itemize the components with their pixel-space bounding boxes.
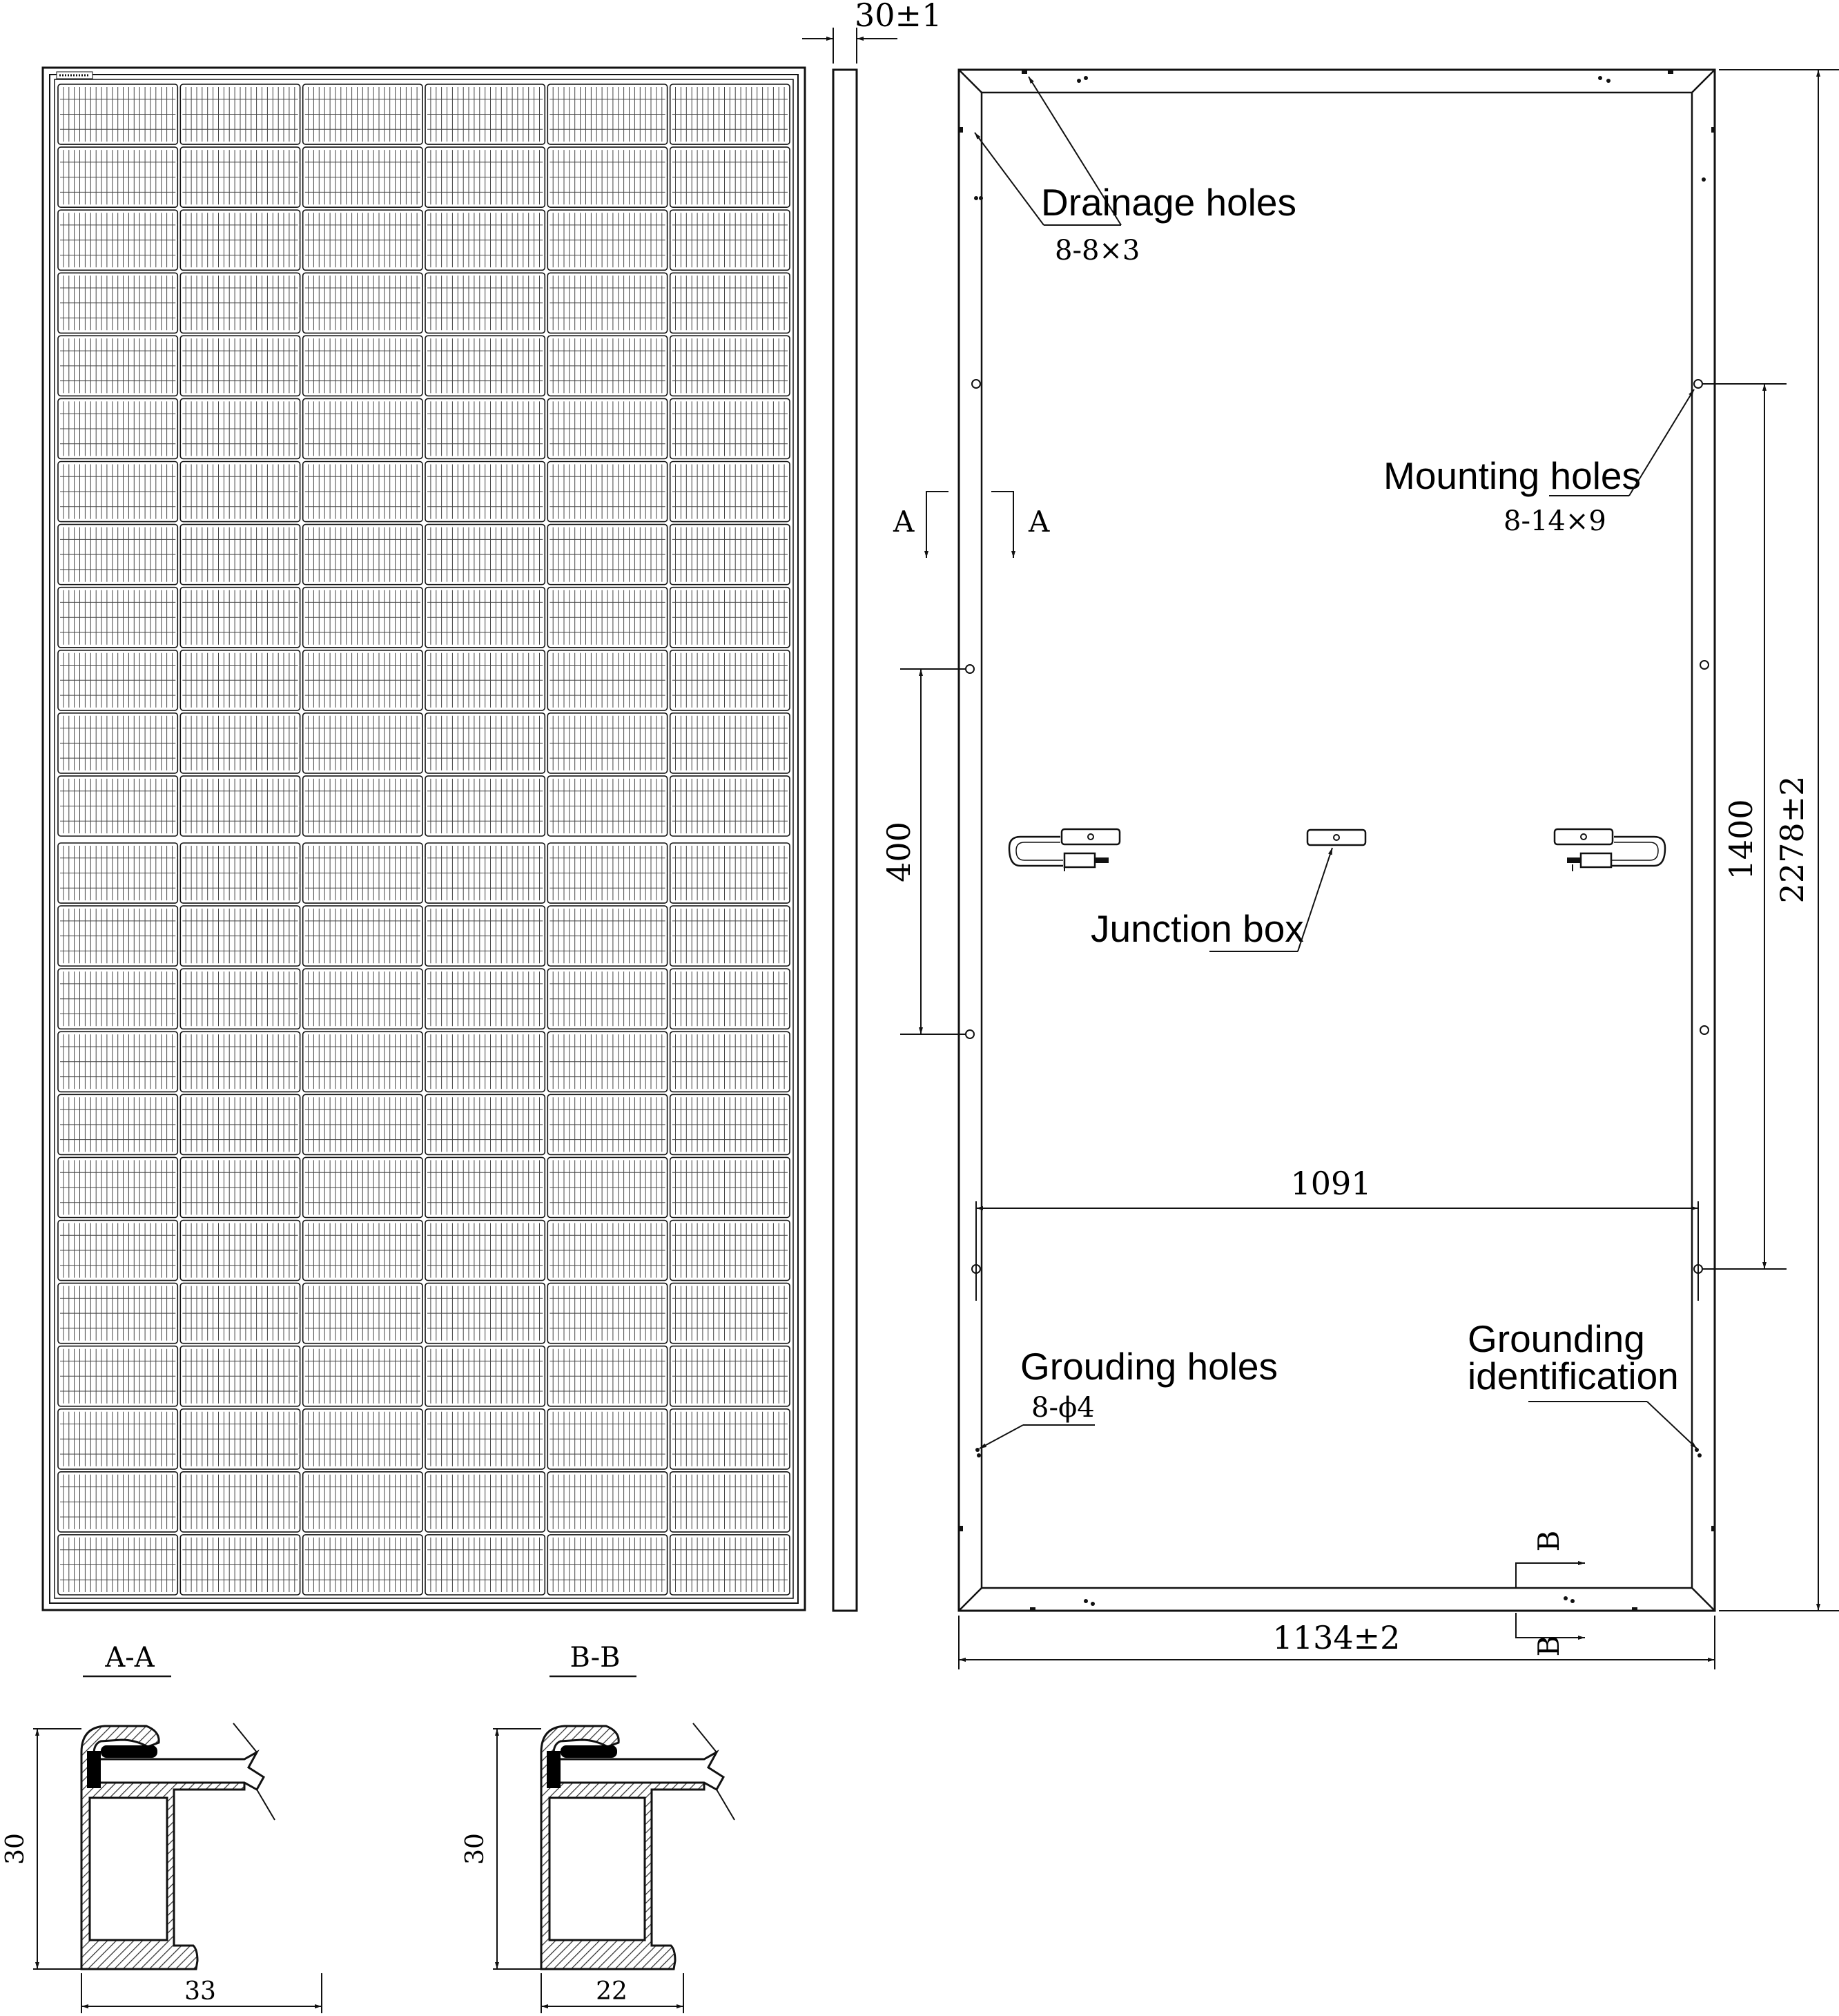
dim-1134-label: 1134±2 bbox=[1272, 1619, 1401, 1656]
junction-box-label: Junction box bbox=[1091, 907, 1304, 950]
drainage-holes-callout bbox=[975, 77, 1296, 266]
section-b-label-top: B bbox=[1532, 1530, 1566, 1552]
grounding-identification-callout bbox=[1468, 1317, 1697, 1448]
junction-box-center bbox=[1307, 830, 1365, 845]
cell-grid bbox=[58, 84, 790, 1595]
dim-400-label: 400 bbox=[880, 822, 917, 882]
mounting-holes-label: Mounting holes bbox=[1383, 454, 1642, 497]
dim-1400-label: 1400 bbox=[1722, 799, 1760, 880]
grounding-identification-line1: Grounding bbox=[1468, 1317, 1645, 1360]
frame-thickness-dim: 30±1 bbox=[855, 0, 942, 34]
mounting-holes-callout bbox=[1383, 389, 1694, 537]
dim-1091 bbox=[976, 1165, 1698, 1301]
section-aa-width: 33 bbox=[184, 1977, 216, 2006]
junction-box-left bbox=[1009, 829, 1120, 871]
section-b-label-bottom: B bbox=[1532, 1635, 1566, 1657]
front-view bbox=[43, 68, 805, 1610]
dim-2278-label: 2278±2 bbox=[1773, 775, 1811, 904]
dim-400 bbox=[880, 669, 966, 1034]
section-a-label-left: A bbox=[893, 505, 915, 539]
section-aa bbox=[1, 1642, 322, 2013]
drainage-holes-spec: 8-8×3 bbox=[1055, 235, 1140, 266]
section-a-label-right: A bbox=[1029, 505, 1050, 539]
label-sticker bbox=[57, 72, 93, 79]
section-bb bbox=[461, 1642, 734, 2013]
section-aa-height: 30 bbox=[1, 1833, 30, 1865]
section-b-marker-bottom bbox=[1516, 1613, 1585, 1656]
mounting-holes-spec: 8-14×9 bbox=[1504, 505, 1606, 537]
section-bb-height: 30 bbox=[461, 1833, 489, 1865]
grouding-holes-callout bbox=[980, 1345, 1278, 1448]
rear-view bbox=[880, 70, 1839, 1669]
dim-1134 bbox=[959, 1616, 1715, 1669]
section-bb-width: 22 bbox=[596, 1977, 627, 2006]
section-bb-title: B-B bbox=[570, 1642, 621, 1674]
section-b-marker-top bbox=[1516, 1531, 1585, 1588]
grouding-holes-spec: 8-ϕ4 bbox=[1031, 1392, 1095, 1424]
dim-1091-label: 1091 bbox=[1290, 1165, 1372, 1202]
junction-box-right bbox=[1555, 829, 1665, 871]
drainage-holes-label: Drainage holes bbox=[1041, 181, 1296, 224]
grouding-holes-label: Grouding holes bbox=[1020, 1345, 1278, 1388]
grounding-identification-line2: identification bbox=[1468, 1355, 1679, 1397]
junction-box-callout bbox=[1091, 848, 1332, 951]
section-aa-title: A-A bbox=[105, 1642, 155, 1674]
section-a-marker-left bbox=[893, 492, 948, 558]
section-a-marker-right bbox=[991, 492, 1050, 558]
